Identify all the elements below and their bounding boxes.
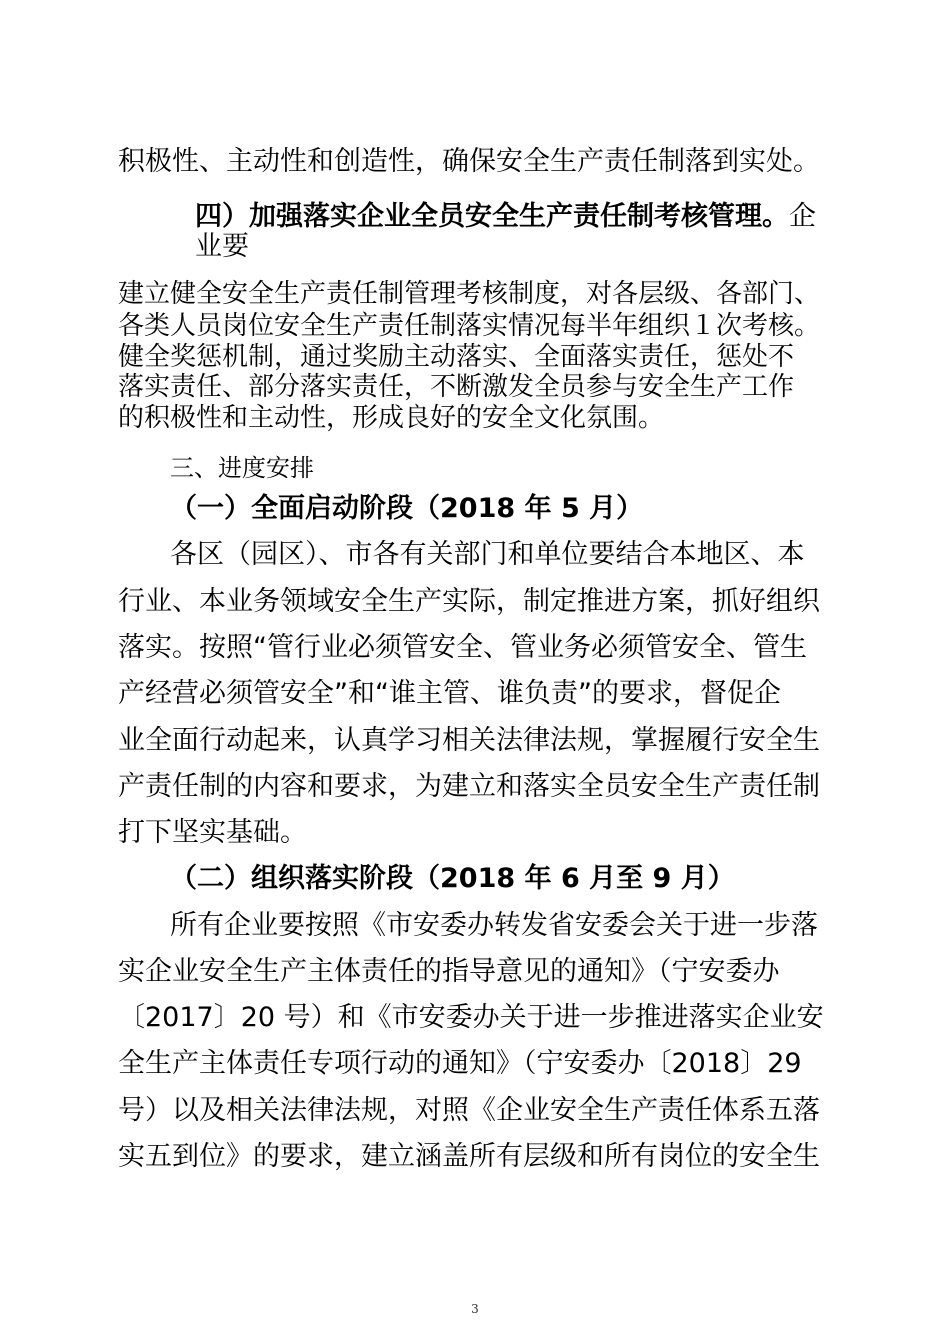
paragraph-line: 业全面行动起来，认真学习相关法律法规，掌握履行安全生 — [118, 725, 820, 756]
paragraph-line: 建立健全安全生产责任制管理考核制度，对各层级、各部门、 — [118, 279, 821, 309]
paragraph-line: 〔2017〕20 号）和《市安委办关于进一步推进落实企业安 — [118, 1002, 824, 1033]
paragraph-line: 积极性、主动性和创造性，确保安全生产责任制落到实处。 — [118, 146, 820, 177]
paragraph-line: 健全奖惩机制，通过奖励主动落实、全面落实责任，惩处不 — [118, 342, 795, 372]
paragraph-line: 落实。按照“管行业必须管安全、管业务必须管安全、管生 — [118, 632, 807, 663]
paragraph-line: 行业、本业务领域安全生产实际，制定推进方案，抓好组织 — [118, 586, 820, 617]
paragraph-line: 打下坚实基础。 — [118, 817, 307, 848]
paragraph-line: 产经营必须管安全”和“谁主管、谁负责”的要求，督促企 — [118, 678, 781, 709]
section-heading-line — [195, 203, 816, 230]
paragraph-line: 各类人员岗位安全生产责任制落实情况每半年组织１次考核。 — [118, 311, 821, 341]
paragraph-line: 全生产主体责任专项行动的通知》（宁安委办〔2018〕29 — [118, 1048, 802, 1079]
paragraph-line: 落实责任、部分落实责任，不断激发全员参与安全生产工作 — [118, 372, 795, 402]
paragraph-line: 实五到位》的要求，建立涵盖所有层级和所有岗位的安全生 — [118, 1141, 820, 1172]
section-title: 三、进度安排 — [170, 454, 314, 482]
paragraph-line: 号）以及相关法律法规，对照《企业安全生产责任体系五落 — [118, 1095, 820, 1126]
paragraph-line: 产责任制的内容和要求，为建立和落实全员安全生产责任制 — [118, 771, 820, 802]
paragraph-line: 各区（园区）、市各有关部门和单位要结合本地区、本 — [170, 539, 805, 570]
paragraph-line: 实企业安全生产主体责任的指导意见的通知》（宁安委办 — [118, 956, 780, 987]
stage-heading: （二）组织落实阶段（2018 年 6 月至 9 月） — [170, 863, 735, 894]
paragraph-line: 业要 — [195, 231, 249, 262]
page-number: 3 — [471, 1302, 479, 1316]
paragraph-line: 的积极性和主动性，形成良好的安全文化氛围。 — [118, 403, 665, 433]
stage-heading: （一）全面启动阶段（2018 年 5 月） — [170, 493, 644, 524]
paragraph-line: 所有企业要按照《市安委办转发省安委会关于进一步落 — [170, 910, 818, 941]
section-heading: 四）加强落实企业全员安全生产责任制考核管理。 — [195, 201, 789, 232]
paragraph-text: 企 — [789, 201, 816, 232]
